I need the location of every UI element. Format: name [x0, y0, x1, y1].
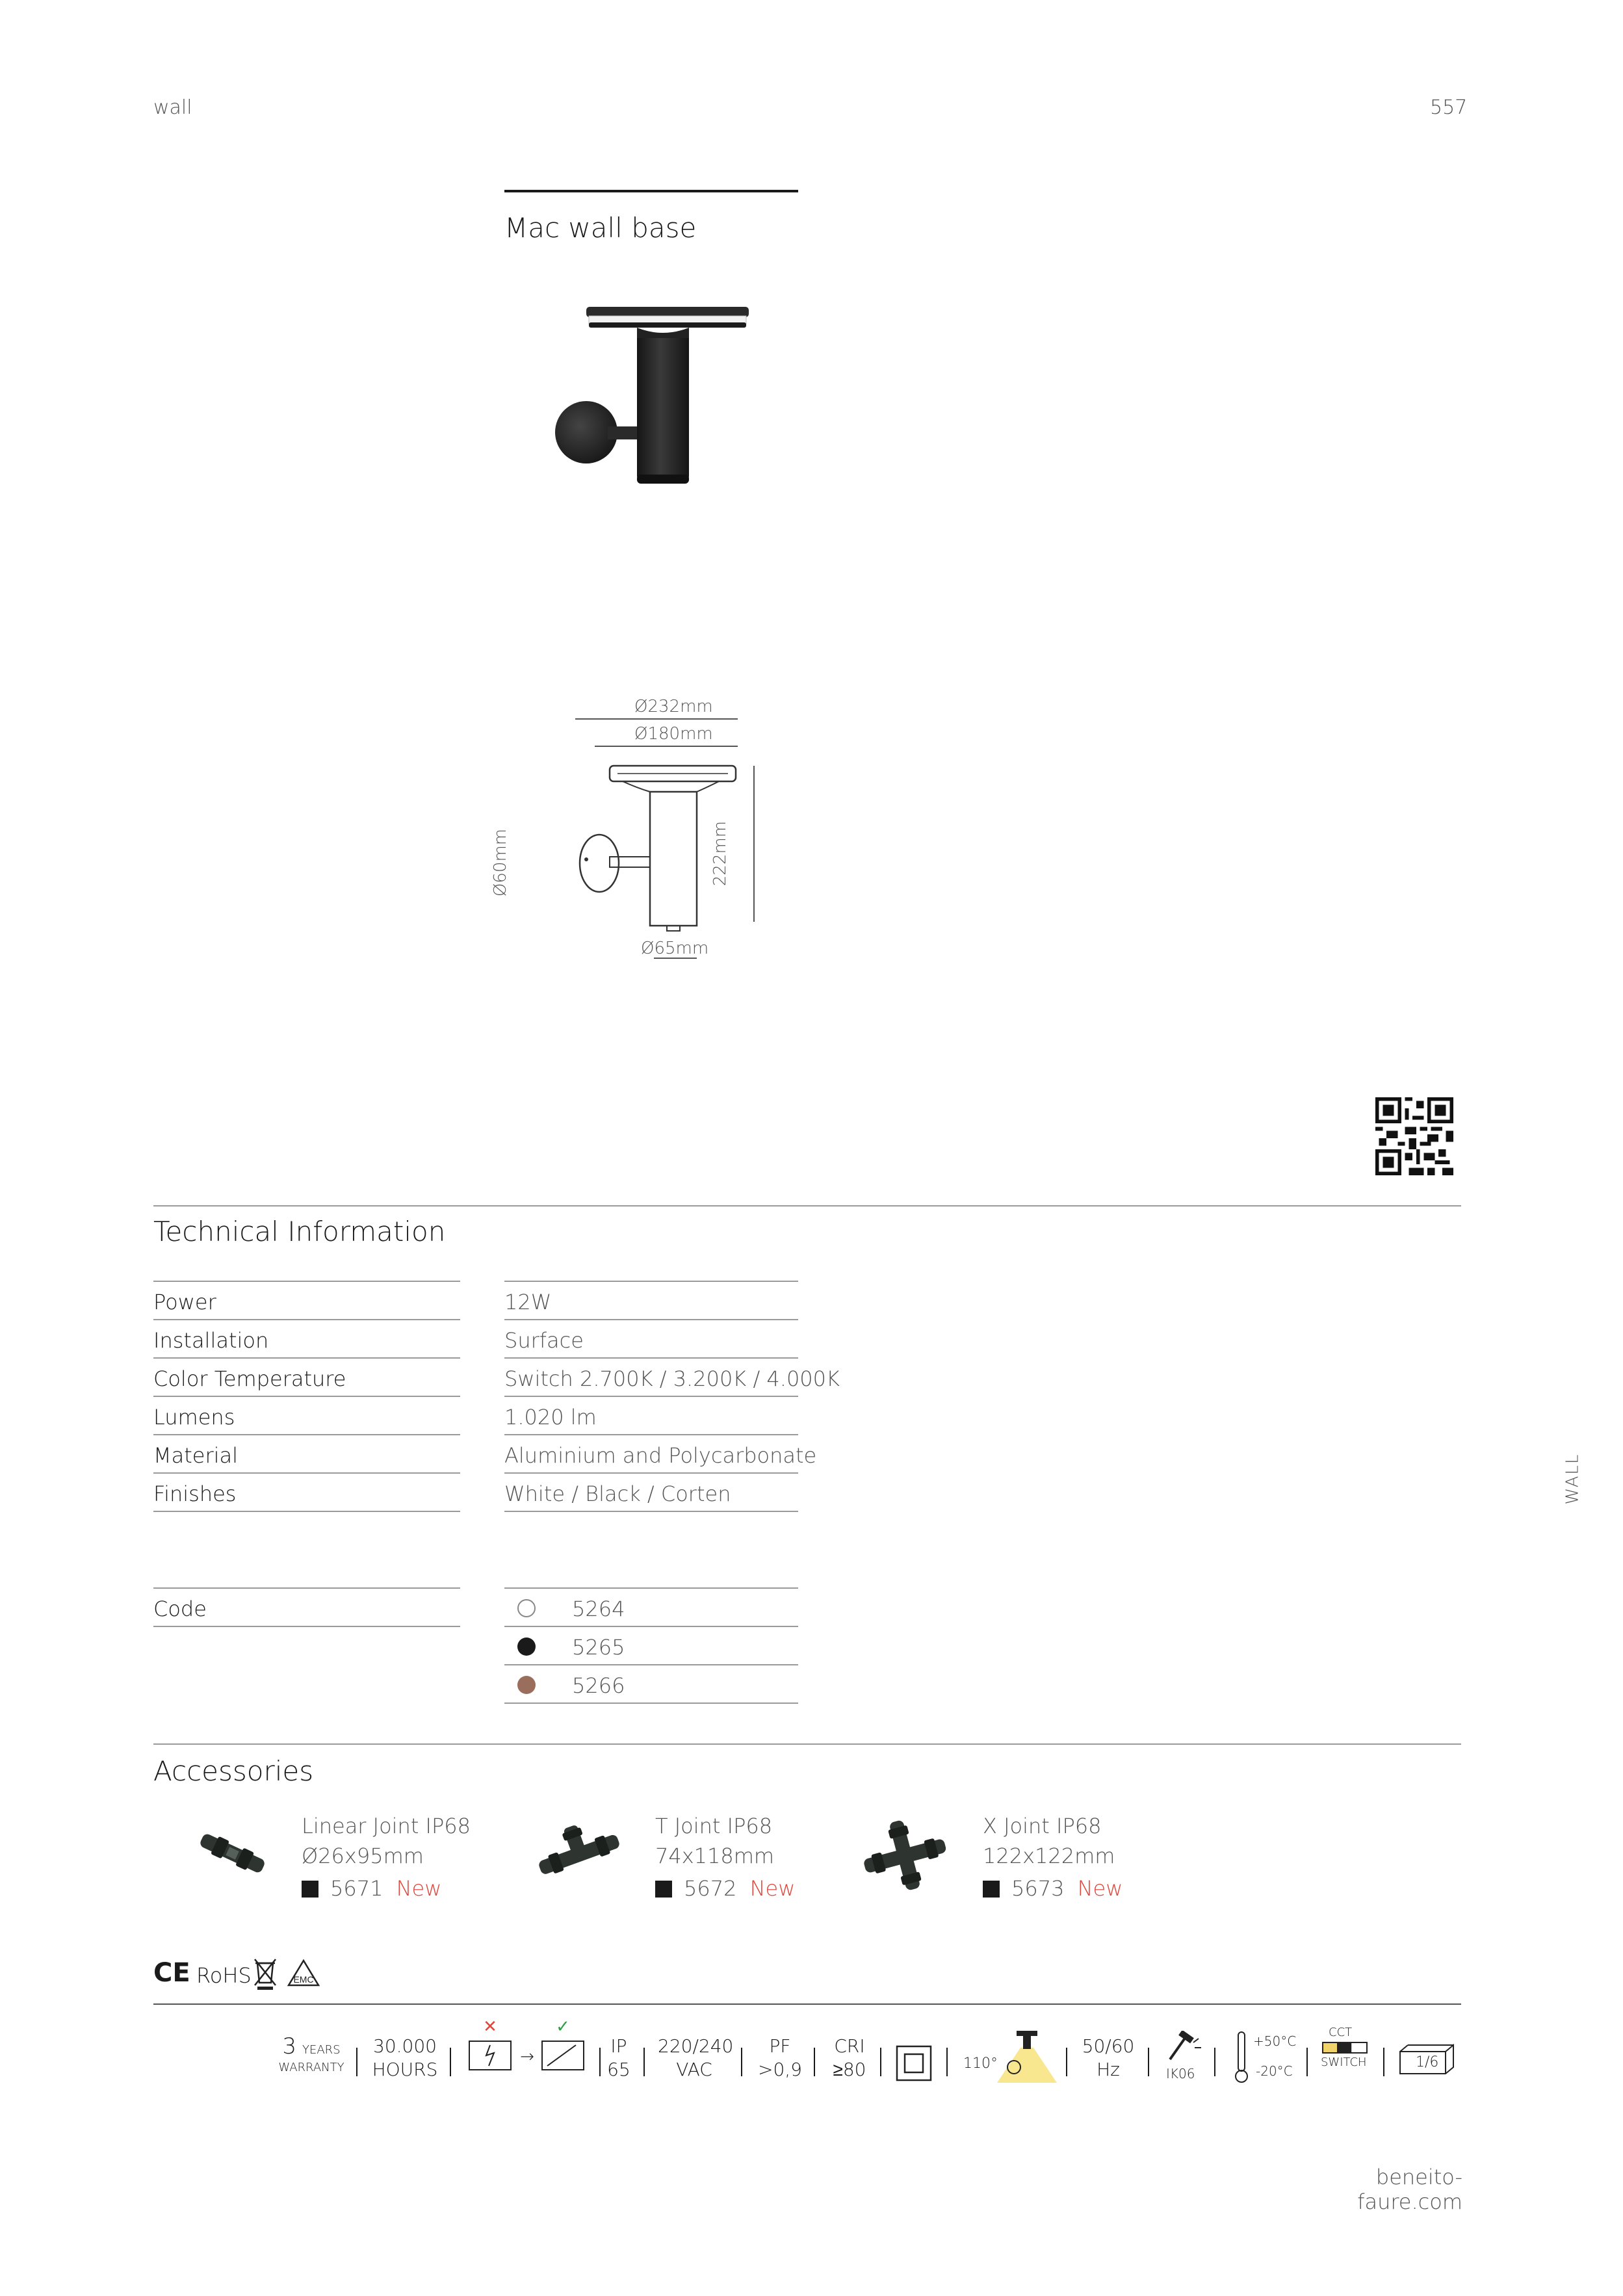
cri [825, 2035, 874, 2081]
spec-bar-rule [153, 2003, 1461, 2005]
pf-value: >0,9 [758, 2059, 802, 2080]
power-factor [754, 2035, 806, 2081]
new-badge: New [1077, 1876, 1123, 1901]
svg-text:EMC: EMC [293, 1974, 314, 1985]
emc-triangle-icon [286, 1958, 321, 1989]
new-badge: New [396, 1876, 442, 1901]
accessory-code: 5671 [330, 1876, 383, 1901]
tech-top-rule [153, 1205, 1461, 1207]
ik-rating: IK06 [1166, 2066, 1195, 2081]
spec-label-power: Power [153, 1290, 216, 1314]
spec-label-installation: Installation [153, 1328, 269, 1353]
svg-text:✕: ✕ [483, 2019, 497, 2037]
ip-label: IP [610, 2035, 627, 2057]
spec-value-installation: Surface [504, 1328, 584, 1353]
spec-value-power: 12W [504, 1290, 552, 1314]
spec-value-color-temperature: Switch 2.700K / 3.200K / 4.000K [504, 1366, 840, 1391]
title-rule [504, 190, 798, 192]
black-square-icon [655, 1881, 672, 1898]
t-joint-image [533, 1820, 624, 1885]
voltage [658, 2035, 734, 2081]
accessory-size: 74x118mm [655, 1844, 775, 1868]
accessory-code: 5672 [684, 1876, 737, 1901]
qr-code[interactable] [1375, 1097, 1453, 1175]
temp-max: +50°C [1253, 2033, 1297, 2049]
dim-inner-diameter: Ø180mm [634, 724, 713, 744]
swatch-white [517, 1599, 536, 1617]
new-badge: New [749, 1876, 796, 1901]
dim-outer-diameter: Ø232mm [634, 697, 713, 716]
cri-value: ≥80 [833, 2059, 866, 2080]
voltage-value: 220/240 [658, 2035, 734, 2057]
linear-joint-image [194, 1827, 272, 1879]
temp-min: -20°C [1256, 2063, 1293, 2079]
warranty-years: YEARS [302, 2043, 341, 2057]
accessory-x [983, 1811, 1123, 1903]
pf-label: PF [769, 2035, 791, 2057]
warranty-badge [276, 2035, 347, 2074]
svg-text:→: → [520, 2047, 534, 2067]
warranty-label: WARRANTY [278, 2061, 344, 2074]
accessories-title: Accessories [153, 1755, 314, 1787]
spec-value-lumens: 1.020 lm [504, 1405, 597, 1429]
ip-rating [604, 2035, 633, 2081]
spec-label-material: Material [153, 1443, 238, 1468]
beam-angle-icon [994, 2028, 1059, 2084]
lifetime-hours [369, 2035, 441, 2081]
code-5264: 5264 [572, 1597, 625, 1621]
accessory-size: Ø26x95mm [302, 1844, 424, 1868]
package-ratio: 1/6 [1416, 2054, 1439, 2070]
accessory-size: 122x122mm [983, 1844, 1115, 1868]
technical-title: Technical Information [153, 1216, 446, 1247]
switch-label: SWITCH [1321, 2055, 1367, 2069]
thermometer-icon [1232, 2031, 1251, 2084]
weee-bin-icon [252, 1957, 278, 1990]
impact-hammer-icon [1163, 2031, 1202, 2065]
spec-label-finishes: Finishes [153, 1481, 237, 1506]
warranty-number: 3 [282, 2033, 297, 2059]
section-label: wall [153, 96, 192, 119]
freq-value: 50/60 [1082, 2035, 1135, 2057]
accessories-top-rule [153, 1743, 1461, 1745]
voltage-label: VAC [676, 2059, 712, 2080]
code-5266: 5266 [572, 1673, 625, 1698]
spec-label-color-temperature: Color Temperature [153, 1366, 346, 1391]
accessory-name: Linear Joint IP68 [302, 1814, 471, 1838]
ip-value: 65 [607, 2059, 630, 2080]
class-ii-insulation-icon [896, 2045, 932, 2081]
beam-angle: 110° [963, 2055, 998, 2072]
svg-text:✓: ✓ [556, 2019, 570, 2037]
accessory-name: T Joint IP68 [655, 1814, 773, 1838]
spec-value-finishes: White / Black / Corten [504, 1481, 731, 1506]
frequency [1079, 2035, 1137, 2081]
accessory-linear [302, 1811, 471, 1903]
spec-value-material: Aluminium and Polycarbonate [504, 1443, 817, 1468]
accessory-name: X Joint IP68 [983, 1814, 1102, 1838]
code-label: Code [153, 1597, 207, 1621]
ce-mark-icon: CE [153, 1958, 190, 1988]
page-number: 557 [1430, 96, 1468, 119]
cct-label: CCT [1329, 2026, 1353, 2039]
accessory-code: 5673 [1011, 1876, 1065, 1901]
x-joint-image [859, 1816, 950, 1894]
rohs-label: RoHS [196, 1963, 252, 1988]
product-title: Mac wall base [504, 212, 697, 244]
freq-label: Hz [1097, 2059, 1120, 2080]
dim-wall-plate: Ø60mm [491, 828, 510, 897]
accessory-t [655, 1811, 795, 1903]
spec-label-lumens: Lumens [153, 1405, 235, 1429]
dim-height: 222mm [710, 820, 730, 887]
no-glass-replacement-icon [465, 2019, 589, 2084]
code-5265: 5265 [572, 1635, 625, 1660]
black-square-icon [302, 1881, 318, 1898]
swatch-black [517, 1637, 536, 1656]
cct-switch-icon[interactable] [1322, 2041, 1368, 2054]
footer-website[interactable]: beneito-faure.com [1357, 2165, 1462, 2214]
vertical-section-tab[interactable]: WALL [1563, 1453, 1583, 1505]
product-image [546, 293, 767, 527]
black-square-icon [983, 1881, 1000, 1898]
cri-label: CRI [834, 2035, 865, 2057]
hours-value: 30.000 [373, 2035, 437, 2057]
hours-label: HOURS [372, 2059, 438, 2080]
dim-base: Ø65mm [641, 939, 709, 958]
swatch-corten [517, 1676, 536, 1694]
